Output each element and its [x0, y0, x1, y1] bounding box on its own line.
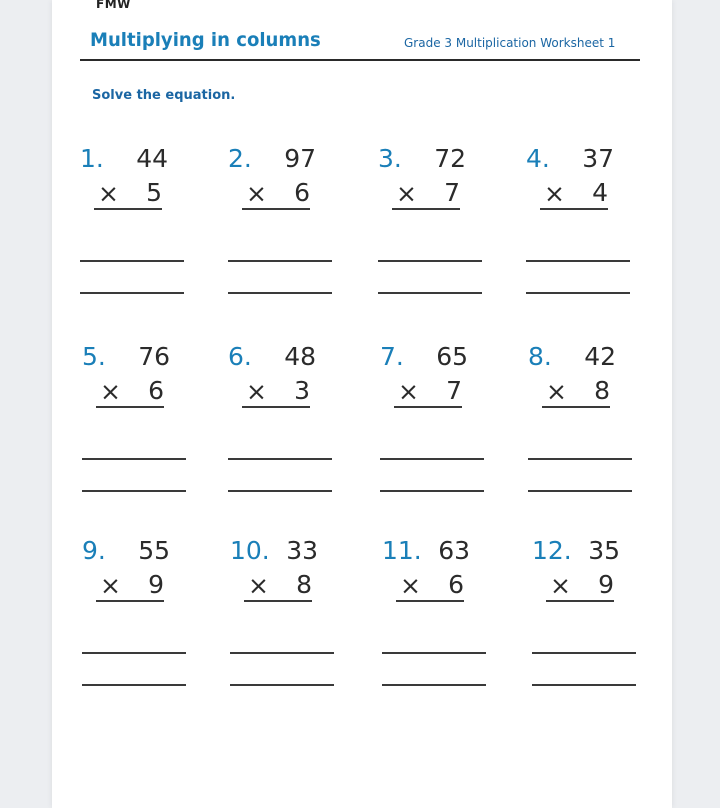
problem-number: 11.	[382, 536, 422, 565]
worksheet-page	[52, 0, 672, 808]
problem-number: 2.	[228, 144, 252, 173]
multiplier: 5	[146, 178, 162, 207]
problem-number: 9.	[82, 536, 106, 565]
problem-number: 5.	[82, 342, 106, 371]
times-sign: ×	[398, 377, 419, 406]
multiplier-row	[540, 178, 608, 210]
multiplier: 8	[296, 570, 312, 599]
problem-12	[532, 536, 642, 716]
problem-number: 7.	[380, 342, 404, 371]
multiplier-row	[542, 376, 610, 408]
answer-line[interactable]	[80, 260, 184, 262]
problem-3	[378, 144, 488, 324]
multiplier: 4	[592, 178, 608, 207]
multiplier-row	[96, 376, 164, 408]
answer-line[interactable]	[528, 458, 632, 460]
multiplicand: 65	[436, 342, 468, 371]
multiplicand: 37	[582, 144, 614, 173]
problem-9	[82, 536, 192, 716]
problem-4	[526, 144, 636, 324]
answer-line[interactable]	[228, 260, 332, 262]
multiplicand: 72	[434, 144, 466, 173]
answer-line[interactable]	[528, 490, 632, 492]
problem-number: 8.	[528, 342, 552, 371]
problem-8	[528, 342, 638, 522]
answer-line[interactable]	[380, 490, 484, 492]
answer-line[interactable]	[82, 684, 186, 686]
multiplier: 6	[148, 376, 164, 405]
answer-line[interactable]	[82, 458, 186, 460]
answer-line[interactable]	[82, 652, 186, 654]
times-sign: ×	[396, 179, 417, 208]
multiplier: 6	[294, 178, 310, 207]
problem-1	[80, 144, 190, 324]
multiplier-row	[394, 376, 462, 408]
multiplicand: 42	[584, 342, 616, 371]
times-sign: ×	[98, 179, 119, 208]
problem-11	[382, 536, 492, 716]
multiplier: 7	[444, 178, 460, 207]
multiplier-row	[242, 376, 310, 408]
times-sign: ×	[246, 179, 267, 208]
header-divider	[80, 59, 640, 61]
problem-number: 12.	[532, 536, 572, 565]
instructions: Solve the equation.	[92, 88, 236, 103]
multiplicand: 55	[138, 536, 170, 565]
multiplier-row	[96, 570, 164, 602]
problem-7	[380, 342, 490, 522]
multiplier: 7	[446, 376, 462, 405]
multiplier-row	[242, 178, 310, 210]
times-sign: ×	[546, 377, 567, 406]
multiplier: 9	[148, 570, 164, 599]
answer-line[interactable]	[532, 684, 636, 686]
times-sign: ×	[100, 377, 121, 406]
answer-line[interactable]	[228, 490, 332, 492]
answer-line[interactable]	[382, 684, 486, 686]
answer-line[interactable]	[532, 652, 636, 654]
times-sign: ×	[400, 571, 421, 600]
times-sign: ×	[550, 571, 571, 600]
multiplier: 9	[598, 570, 614, 599]
answer-line[interactable]	[378, 260, 482, 262]
multiplicand: 97	[284, 144, 316, 173]
problem-number: 4.	[526, 144, 550, 173]
answer-line[interactable]	[526, 260, 630, 262]
answer-line[interactable]	[378, 292, 482, 294]
multiplicand: 63	[438, 536, 470, 565]
problem-2	[228, 144, 338, 324]
multiplier-row	[94, 178, 162, 210]
answer-line[interactable]	[82, 490, 186, 492]
times-sign: ×	[248, 571, 269, 600]
answer-line[interactable]	[230, 684, 334, 686]
times-sign: ×	[246, 377, 267, 406]
multiplicand: 44	[136, 144, 168, 173]
multiplicand: 48	[284, 342, 316, 371]
multiplicand: 33	[286, 536, 318, 565]
answer-line[interactable]	[382, 652, 486, 654]
times-sign: ×	[544, 179, 565, 208]
worksheet-title: Multiplying in columns	[90, 29, 321, 51]
multiplier: 8	[594, 376, 610, 405]
multiplier-row	[244, 570, 312, 602]
logo: FMW	[96, 0, 131, 11]
multiplier-row	[546, 570, 614, 602]
times-sign: ×	[100, 571, 121, 600]
answer-line[interactable]	[230, 652, 334, 654]
worksheet-subtitle: Grade 3 Multiplication Worksheet 1	[404, 36, 616, 50]
problem-5	[82, 342, 192, 522]
multiplicand: 76	[138, 342, 170, 371]
multiplier-row	[392, 178, 460, 210]
answer-line[interactable]	[380, 458, 484, 460]
answer-line[interactable]	[228, 458, 332, 460]
problem-10	[230, 536, 340, 716]
problem-number: 10.	[230, 536, 270, 565]
answer-line[interactable]	[80, 292, 184, 294]
multiplier-row	[396, 570, 464, 602]
problem-6	[228, 342, 338, 522]
multiplier: 3	[294, 376, 310, 405]
problem-number: 1.	[80, 144, 104, 173]
multiplicand: 35	[588, 536, 620, 565]
answer-line[interactable]	[228, 292, 332, 294]
answer-line[interactable]	[526, 292, 630, 294]
problem-number: 6.	[228, 342, 252, 371]
multiplier: 6	[448, 570, 464, 599]
problem-number: 3.	[378, 144, 402, 173]
